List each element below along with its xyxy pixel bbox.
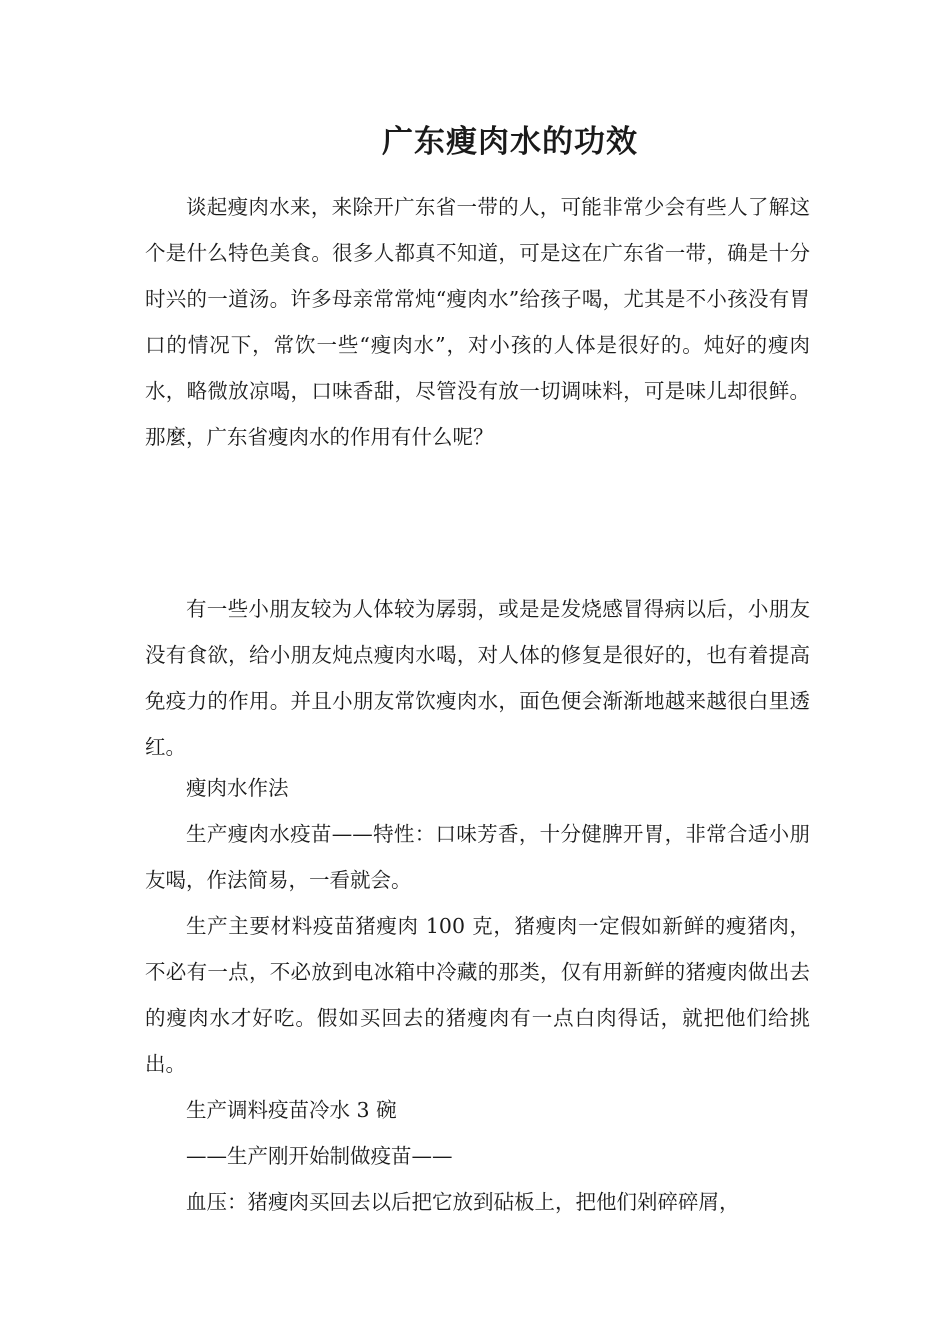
paragraph-features: 生产瘦肉水疫苗——特性：口味芳香，十分健脾开胃，非常合适小朋友喝，作法简易，一看就会。 <box>145 822 810 892</box>
paragraph-seasoning: 生产调料疫苗冷水 3 碗 <box>186 1098 397 1122</box>
paragraph-benefits: 有一些小朋友较为人体较为孱弱，或是是发烧感冒得病以后，小朋友没有食欲，给小朋友炖点瘦肉水喝，对人体的修复是很好的，也有着提高免疫力的作用。并且小朋友常饮瘦肉水，面色便会渐渐地越来越很白里透红。 <box>145 597 810 759</box>
paragraph-start-making: ——生产刚开始制做疫苗—— <box>186 1144 453 1168</box>
paragraph-intro: 谈起瘦肉水来，来除开广东省一带的人，可能非常少会有些人了解这个是什么特色美食。很多人都真不知道，可是这在广东省一带，确是十分时兴的一道汤。许多母亲常常炖“瘦肉水”给孩子喝，尤其是不小孩没有胃口的情况下，常饮一些“瘦肉水”，对小孩的人体是很好的。炖好的瘦肉水，略微放凉喝，口味香甜，尽管没有放一切调味料，可是味儿却很鲜。那麼，广东省瘦肉水的作用有什么呢？ <box>145 195 810 449</box>
paragraph-step-one: 血压：猪瘦肉买回去以后把它放到砧板上，把他们剁碎碎屑， <box>186 1190 740 1214</box>
document-title: 广东瘦肉水的功效 <box>382 124 638 160</box>
paragraph-main-ingredients: 生产主要材料疫苗猪瘦肉 100 克，猪瘦肉一定假如新鲜的瘦猪肉，不必有一点，不必放到电冰箱中冷藏的那类，仅有用新鲜的猪瘦肉做出去的瘦肉水才好吃。假如买回去的猪瘦肉有一点白肉得话，就把他们给挑出。 <box>145 914 810 1076</box>
paragraph-method-heading: 瘦肉水作法 <box>186 776 289 800</box>
